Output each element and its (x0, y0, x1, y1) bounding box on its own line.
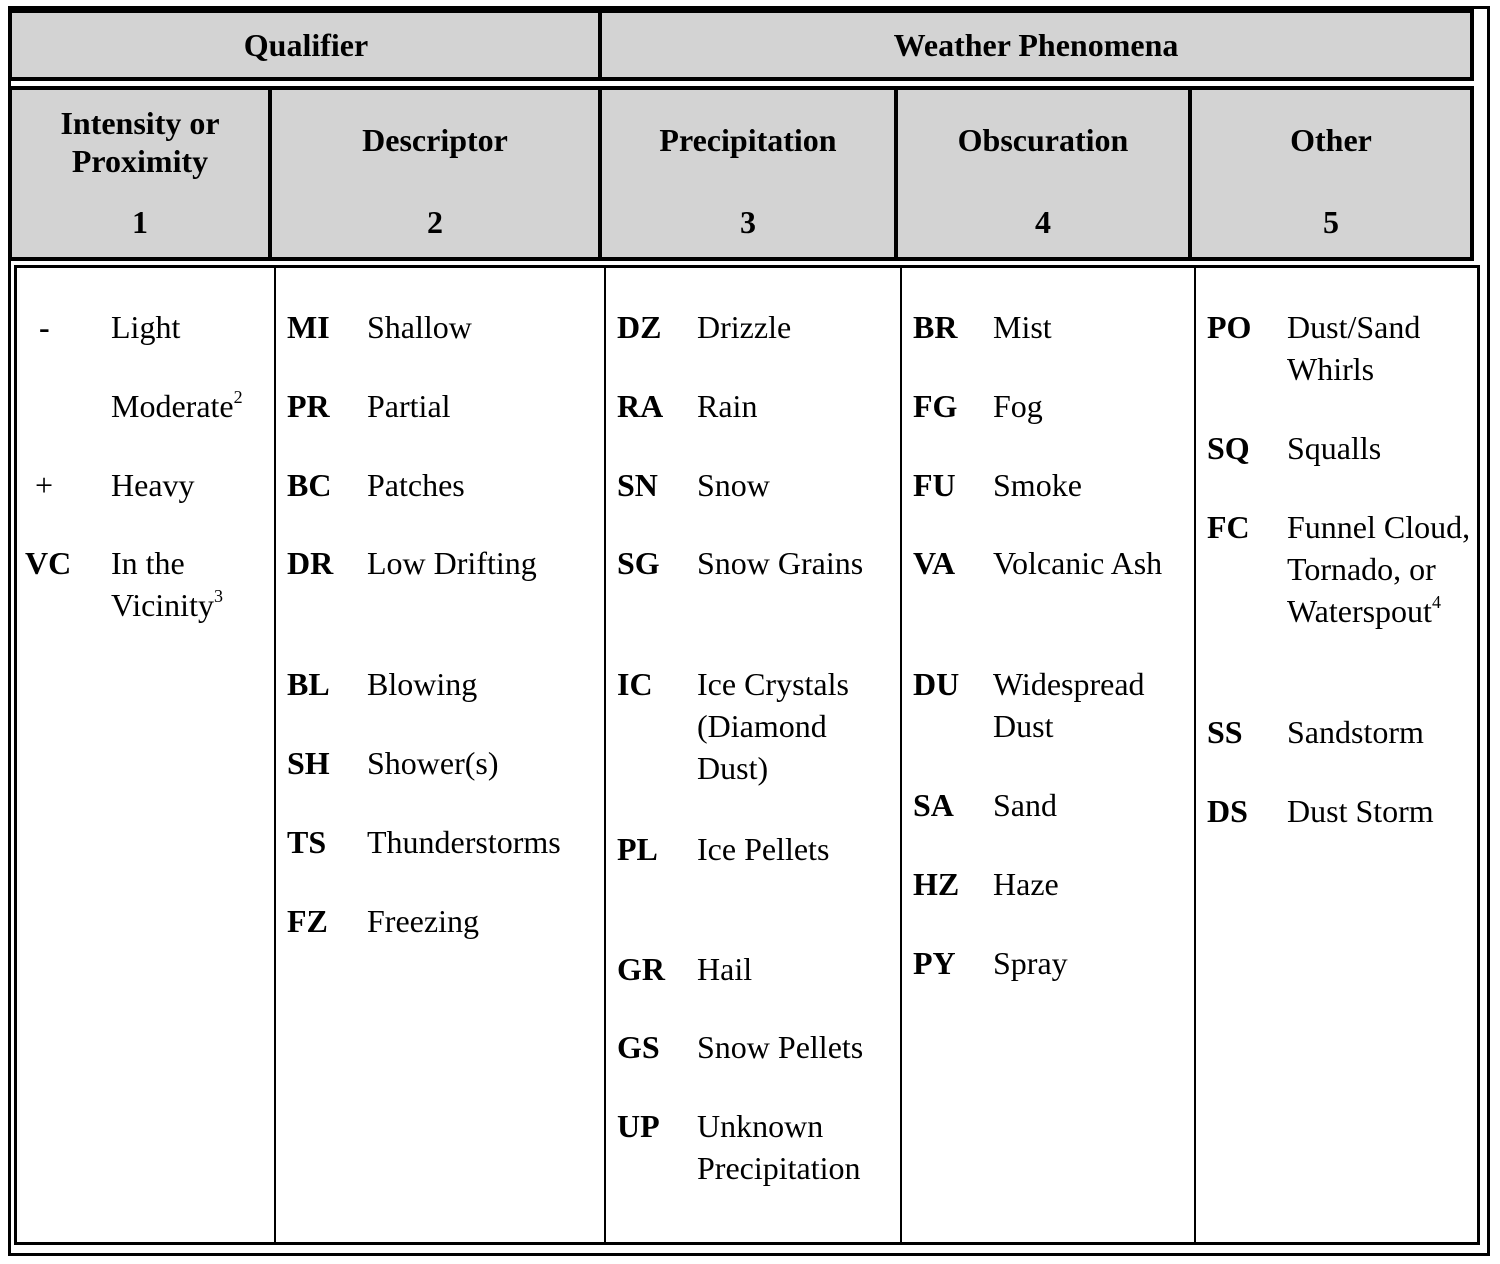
code-precipitation: PL (617, 831, 658, 867)
code-descriptor: PR (287, 388, 330, 424)
desc-descriptor: Shower(s) (367, 745, 499, 781)
desc-intensity: Heavy (111, 467, 195, 503)
code-obscuration: HZ (913, 866, 960, 902)
desc-obscuration: Sand (993, 787, 1057, 823)
desc-intensity: Light (111, 309, 181, 345)
footnote-marker: 3 (213, 586, 223, 606)
code-obscuration: FU (913, 467, 956, 503)
desc-obscuration: Volcanic Ash (993, 545, 1163, 581)
column-title: Precipitation (659, 122, 837, 158)
group-header-qualifier-label: Qualifier (243, 26, 369, 63)
desc-precipitation: Snow Pellets (697, 1029, 864, 1065)
group-header-weather (602, 13, 1470, 77)
desc-descriptor: Freezing (367, 903, 479, 939)
column-header-obscuration (898, 90, 1188, 257)
column-divider (1194, 268, 1196, 1242)
desc-other: Funnel Cloud, Tornado, or Waterspout$^4$ (1287, 509, 1471, 629)
desc-precipitation: Ice Crystals (Diamond Dust) (697, 666, 849, 786)
column-number: 5 (1323, 204, 1339, 240)
desc-other: Sandstorm (1287, 714, 1424, 750)
desc-descriptor: Partial (367, 388, 451, 424)
code-precipitation: GS (617, 1029, 660, 1065)
column-title: Intensity or Proximity (60, 105, 220, 179)
group-header-row (8, 9, 1474, 81)
group-header-weather-label: Weather Phenomena (893, 26, 1179, 63)
desc-descriptor: Thunderstorms (367, 824, 561, 860)
desc-descriptor: Patches (367, 467, 465, 503)
desc-precipitation: Snow Grains (697, 545, 864, 581)
desc-obscuration: Fog (993, 388, 1043, 424)
desc-precipitation: Snow (697, 467, 770, 503)
code-obscuration: DU (913, 666, 960, 702)
column-divider (604, 268, 606, 1242)
code-obscuration: SA (913, 787, 954, 823)
column-divider (900, 268, 902, 1242)
code-other: DS (1207, 793, 1248, 829)
code-other: SQ (1207, 430, 1250, 466)
desc-precipitation: Unknown Precipitation (697, 1108, 861, 1186)
code-descriptor: BL (287, 666, 330, 702)
desc-precipitation: Drizzle (697, 309, 792, 345)
code-descriptor: BC (287, 467, 332, 503)
desc-obscuration: Smoke (993, 467, 1082, 503)
desc-precipitation: Ice Pellets (697, 831, 830, 867)
column-header-descriptor (272, 90, 598, 257)
column-divider (274, 268, 276, 1242)
desc-descriptor: Shallow (367, 309, 472, 345)
desc-other: Squalls (1287, 430, 1382, 466)
code-descriptor: SH (287, 745, 330, 781)
column-header-intensity (12, 90, 268, 257)
desc-other: Dust/Sand Whirls (1287, 309, 1421, 387)
code-descriptor: DR (287, 545, 334, 581)
desc-precipitation: Hail (697, 951, 753, 987)
code-descriptor: MI (287, 309, 330, 345)
footnote-marker: 2 (233, 387, 243, 407)
group-header-qualifier (12, 13, 600, 77)
code-other: FC (1207, 509, 1250, 545)
code-obscuration: VA (913, 545, 956, 581)
code-precipitation: GR (617, 951, 665, 987)
code-precipitation: UP (617, 1108, 660, 1144)
column-number: 1 (132, 204, 148, 240)
code-precipitation: SN (617, 467, 658, 503)
column-number: 3 (740, 204, 756, 240)
code-precipitation: DZ (617, 309, 662, 345)
code-descriptor: TS (287, 824, 327, 860)
desc-intensity: Moderate$^2$ (111, 387, 243, 424)
column-number: 2 (427, 204, 443, 240)
column-header-other (1192, 90, 1470, 257)
code-obscuration: FG (913, 388, 958, 424)
desc-obscuration: Widespread Dust (993, 666, 1145, 744)
column-header-row (8, 86, 1474, 261)
code-obscuration: BR (913, 309, 958, 345)
desc-precipitation: Rain (697, 388, 758, 424)
footnote-marker: 4 (1431, 592, 1441, 612)
column-title: Descriptor (362, 122, 508, 158)
desc-obscuration: Mist (993, 309, 1052, 345)
code-obscuration: PY (913, 945, 956, 981)
column-title: Obscuration (957, 122, 1129, 158)
code-intensity: VC (25, 545, 72, 581)
desc-obscuration: Spray (993, 945, 1068, 981)
column-header-precipitation (602, 90, 894, 257)
code-precipitation: IC (617, 666, 653, 702)
code-other: PO (1207, 309, 1252, 345)
code-intensity: - (39, 309, 50, 345)
column-number: 4 (1035, 204, 1051, 240)
code-other: SS (1207, 714, 1243, 750)
desc-other: Dust Storm (1287, 793, 1434, 829)
desc-intensity: In the Vicinity$^3$ (111, 545, 223, 623)
code-intensity: + (35, 467, 54, 503)
code-descriptor: FZ (287, 903, 328, 939)
code-precipitation: RA (617, 388, 664, 424)
desc-descriptor: Low Drifting (367, 545, 537, 581)
desc-obscuration: Haze (993, 866, 1059, 902)
desc-descriptor: Blowing (367, 666, 478, 702)
code-precipitation: SG (617, 545, 660, 581)
table-body (14, 265, 1480, 1245)
column-title: Other (1290, 122, 1372, 158)
